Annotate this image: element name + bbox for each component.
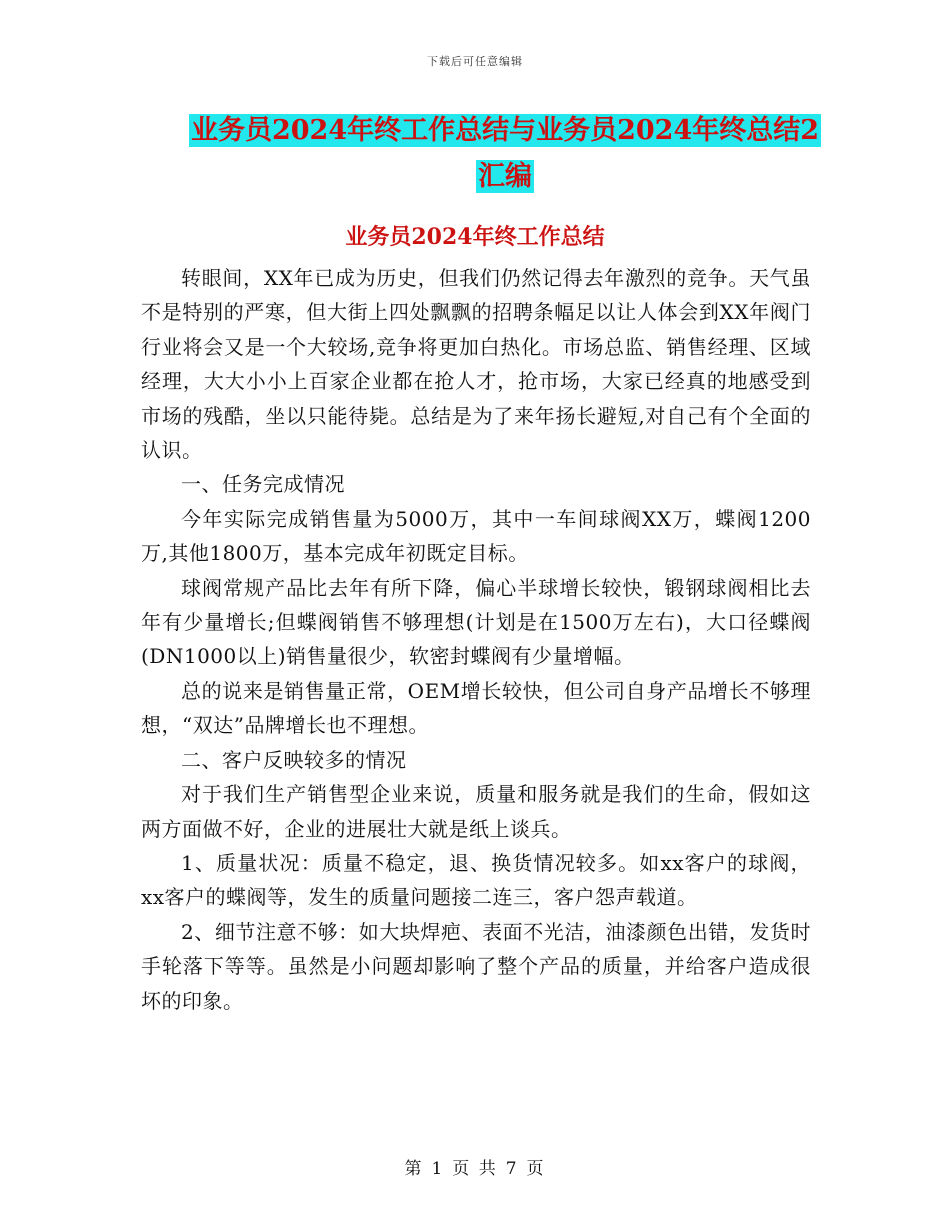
paragraph: 一、任务完成情况 bbox=[181, 472, 345, 497]
document-title-line-2: 汇编 bbox=[478, 161, 532, 192]
document-body bbox=[141, 261, 811, 1018]
paragraph: 总的说来是销售量正常，OEM增长较快，但公司自身产品增长不够理想，“双达”品牌增长也不理想。 bbox=[141, 678, 811, 738]
footer-page-number: 1 bbox=[431, 1159, 445, 1179]
section-title: 业务员2024年终工作总结 bbox=[345, 224, 605, 250]
footer-total-pages: 7 bbox=[505, 1159, 519, 1179]
paragraph: 对于我们生产销售型企业来说，质量和服务就是我们的生命，假如这两方面做不好，企业的进展壮大就是纸上谈兵。 bbox=[141, 782, 811, 841]
document-title bbox=[140, 108, 870, 200]
page-footer bbox=[0, 1154, 950, 1179]
paragraph: 转眼间，XX年已成为历史，但我们仍然记得去年激烈的竞争。天气虽不是特别的严寒，但大街上四处飘飘的招聘条幅足以让人体会到XX年阀门行业将会又是一个大较场,竞争将更加白热化。市场总监、销售经理、区域经理，大大小小上百家企业都在抢人才，抢市场，大家已经真的地感受到市场的残酷，坐以只能待毙。总结是为了来年扬长避短,对自己有个全面的认识。 bbox=[141, 266, 811, 463]
footer-suffix: 页 bbox=[526, 1159, 546, 1179]
paragraph: 球阀常规产品比去年有所下降，偏心半球增长较快，锻钢球阀相比去年有少量增长;但蝶阀销售不够理想(计划是在1500万左右)，大口径蝶阀(DN1000以上)销售量很少，软密封蝶阀有少量增幅。 bbox=[141, 575, 811, 669]
paragraph: 今年实际完成销售量为5000万，其中一车间球阀XX万，蝶阀1200万,其他1800万，基本完成年初既定目标。 bbox=[141, 506, 811, 566]
footer-prefix: 第 bbox=[404, 1159, 424, 1179]
paragraph: 二、客户反映较多的情况 bbox=[181, 747, 407, 772]
document-title-line-1: 业务员2024年终工作总结与业务员2024年终总结2 bbox=[190, 115, 820, 146]
header-note: 下载后可任意编辑 bbox=[427, 55, 523, 68]
paragraph: 2、细节注意不够：如大块焊疤、表面不光洁，油漆颜色出错，发货时手轮落下等等。虽然是小问题却影响了整个产品的质量，并给客户造成很坏的印象。 bbox=[141, 919, 811, 1013]
footer-middle: 页 共 bbox=[452, 1159, 498, 1179]
paragraph: 1、质量状况：质量不稳定，退、换货情况较多。如xx客户的球阀，xx客户的蝶阀等，发生的质量问题接二连三，客户怨声载道。 bbox=[141, 850, 811, 910]
